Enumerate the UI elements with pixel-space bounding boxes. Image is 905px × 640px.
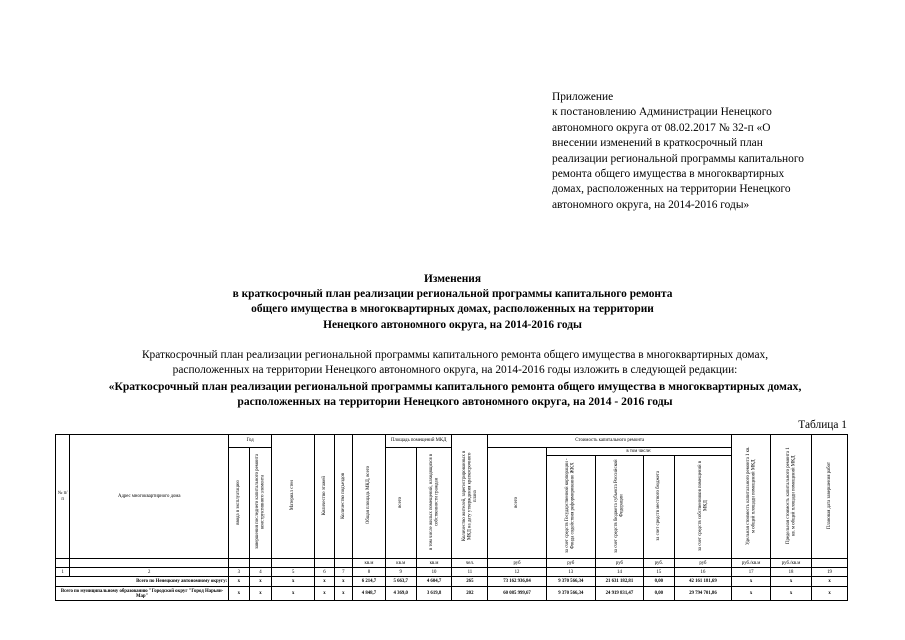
unit-cell: руб (674, 559, 731, 568)
appendix-line: реализации региональной программы капитального (552, 152, 804, 165)
column-number: 13 (546, 568, 595, 577)
cell: 4 848,7 (353, 587, 386, 601)
header-year: Год (229, 435, 272, 448)
cell: 4 604,7 (416, 577, 452, 587)
plan-table (55, 434, 848, 601)
intro-line: Краткосрочный план реализации региональной программы капитального ремонта общего имущества в многоквартирных домах, (141, 349, 769, 361)
cell: х (315, 577, 334, 587)
cell: 24 919 831,47 (595, 587, 643, 601)
column-number: 19 (812, 568, 848, 577)
header-cost-fund: за счет средств Государственной корпорации - Фонда содействия реформированию ЖКХ (546, 456, 595, 559)
header-residents: Количество жителей, зарегистрированных в МКД на дату утверждения краткосрочного плана (452, 435, 488, 559)
plan-title-line: «Краткосрочный план реализации региональной программы капитального ремонта общего имущества в многоквартирных домах, (108, 380, 802, 393)
unit-cell: кв.м (416, 559, 452, 568)
column-number: 2 (70, 568, 229, 577)
cell: х (334, 577, 352, 587)
cell: х (249, 587, 272, 601)
header-premises-area: Площадь помещений МКД (385, 435, 452, 448)
column-number: 10 (416, 568, 452, 577)
cell: х (249, 577, 272, 587)
unit-cell (56, 559, 70, 568)
plan-title (55, 379, 855, 409)
header-address: Адрес многоквартирного дома (70, 435, 229, 559)
header-num: № п/п (56, 435, 70, 559)
column-number: 15 (644, 568, 675, 577)
appendix-line: автономного округа, на 2014-2016 годы» (552, 198, 750, 211)
cell: х (272, 577, 315, 587)
cell: х (771, 587, 812, 601)
cell: 21 631 182,81 (595, 577, 643, 587)
unit-cell: руб (595, 559, 643, 568)
column-number: 14 (595, 568, 643, 577)
cell: 0,00 (644, 577, 675, 587)
header-total-area: Общая площадь МКД, всего (353, 435, 386, 559)
column-number: 5 (272, 568, 315, 577)
column-number: 11 (452, 568, 488, 577)
cell: х (732, 577, 771, 587)
cell: х (272, 587, 315, 601)
unit-cell (249, 559, 272, 568)
header-wall-material: Материал стен (272, 435, 315, 559)
cell: 29 794 701,86 (674, 587, 731, 601)
unit-cell (812, 559, 848, 568)
units-row (56, 559, 848, 568)
header-cost-incl: в том числе: (546, 448, 731, 456)
title-line: Ненецкого автономного округа, на 2014-2016 годы (323, 318, 582, 331)
cell: 265 (452, 577, 488, 587)
unit-cell (315, 559, 334, 568)
unit-cell (70, 559, 229, 568)
cell: 42 161 181,69 (674, 577, 731, 587)
cell: 0,00 (644, 587, 675, 601)
appendix-line: ремонта общего имущества в многоквартирных (552, 168, 785, 181)
title-line: общего имущества в многоквартирных домах, расположенных на территории (251, 303, 654, 316)
appendix-line: Приложение (552, 91, 614, 103)
plan-title-line: расположенных на территории Ненецкого автономного округа, на 2014 - 2016 годы (237, 395, 673, 408)
header-plan-date: Плановая дата завершения работ (812, 435, 848, 559)
header-year-last-repair: завершения последнего капитального ремонта конструктивного элемента (249, 448, 272, 559)
column-number: 3 (229, 568, 249, 577)
cell: 202 (452, 587, 488, 601)
unit-cell (334, 559, 352, 568)
appendix-line: к постановлению Администрации Ненецкого (552, 106, 772, 119)
column-number: 18 (771, 568, 812, 577)
header-premises-total: всего (385, 448, 416, 559)
unit-cell: руб (546, 559, 595, 568)
column-number: 6 (315, 568, 334, 577)
header-max-cost: Предельная стоимость капитального ремонта 1 кв. м общей площади помещений МКД (771, 435, 812, 559)
row-label: Всего по муниципальному образованию "Городской округ "Город Нарьян-Мар" (56, 587, 229, 601)
column-number: 8 (353, 568, 386, 577)
header-cost-total: всего (488, 448, 546, 559)
unit-cell: руб./кв.м (732, 559, 771, 568)
appendix-line: домах, расположенных на территории Ненецкого (552, 183, 791, 196)
cell: х (812, 587, 848, 601)
cell: х (229, 577, 249, 587)
unit-cell (272, 559, 315, 568)
header-year-commission: ввода в эксплуатацию (229, 448, 249, 559)
cell: х (334, 587, 352, 601)
cell: 73 162 936,84 (488, 577, 546, 587)
unit-cell: кв.м (353, 559, 386, 568)
cell: 60 085 999,67 (488, 587, 546, 601)
cell: х (812, 577, 848, 587)
cell: 3 619,8 (416, 587, 452, 601)
cell: 5 663,7 (385, 577, 416, 587)
appendix-line: внесении изменений в краткосрочный план (552, 137, 763, 150)
column-number: 16 (674, 568, 731, 577)
column-number: 7 (334, 568, 352, 577)
table-row (56, 577, 848, 587)
unit-cell: руб./кв.м (771, 559, 812, 568)
cell: х (315, 587, 334, 601)
column-number: 1 (56, 568, 70, 577)
header-unit-cost: Удельная стоимость капитального ремонта 1 кв. м общей площади помещений МКД (732, 435, 771, 559)
intro-text (60, 348, 850, 378)
header-cost-owners: за счет средств собственников помещений в МКД (674, 456, 731, 559)
appendix-block (552, 90, 852, 213)
table-row (56, 587, 848, 601)
header-floors: Количество этажей (315, 435, 334, 559)
unit-cell: чел. (452, 559, 488, 568)
intro-line: расположенных на территории Ненецкого автономного округа, на 2014-2016 годы изложить в следующей редакции: (172, 364, 738, 376)
cell: 4 369,0 (385, 587, 416, 601)
header-cost: Стоимость капитального ремонта (488, 435, 732, 448)
column-number: 4 (249, 568, 272, 577)
document-title (0, 272, 905, 333)
unit-cell: кв.м (385, 559, 416, 568)
column-number: 12 (488, 568, 546, 577)
unit-cell: руб (488, 559, 546, 568)
unit-cell: руб. (644, 559, 675, 568)
cell: 9 370 566,34 (546, 587, 595, 601)
cell: 9 370 566,34 (546, 577, 595, 587)
table-label: Таблица 1 (798, 419, 847, 431)
column-number: 9 (385, 568, 416, 577)
column-number: 17 (732, 568, 771, 577)
title-line: в краткосрочный план реализации региональной программы капитального ремонта (232, 288, 673, 301)
unit-cell (229, 559, 249, 568)
header-premises-owned: в том числе жилых помещений, находящихся в собственности граждан (416, 448, 452, 559)
header-cost-local: за счет средств местного бюджета (644, 456, 675, 559)
cell: х (229, 587, 249, 601)
cell: х (771, 577, 812, 587)
title-line: Изменения (424, 273, 481, 285)
column-number-row (56, 568, 848, 577)
header-cost-region: за счет средств бюджета субъекта Российской Федерации (595, 456, 643, 559)
header-entrances: Количество подъездов (334, 435, 352, 559)
cell: 6 214,7 (353, 577, 386, 587)
row-label: Всего по Ненецкому автономному округу: (56, 577, 229, 587)
cell: х (732, 587, 771, 601)
appendix-line: автономного округа от 08.02.2017 № 32-п «О (552, 121, 771, 134)
